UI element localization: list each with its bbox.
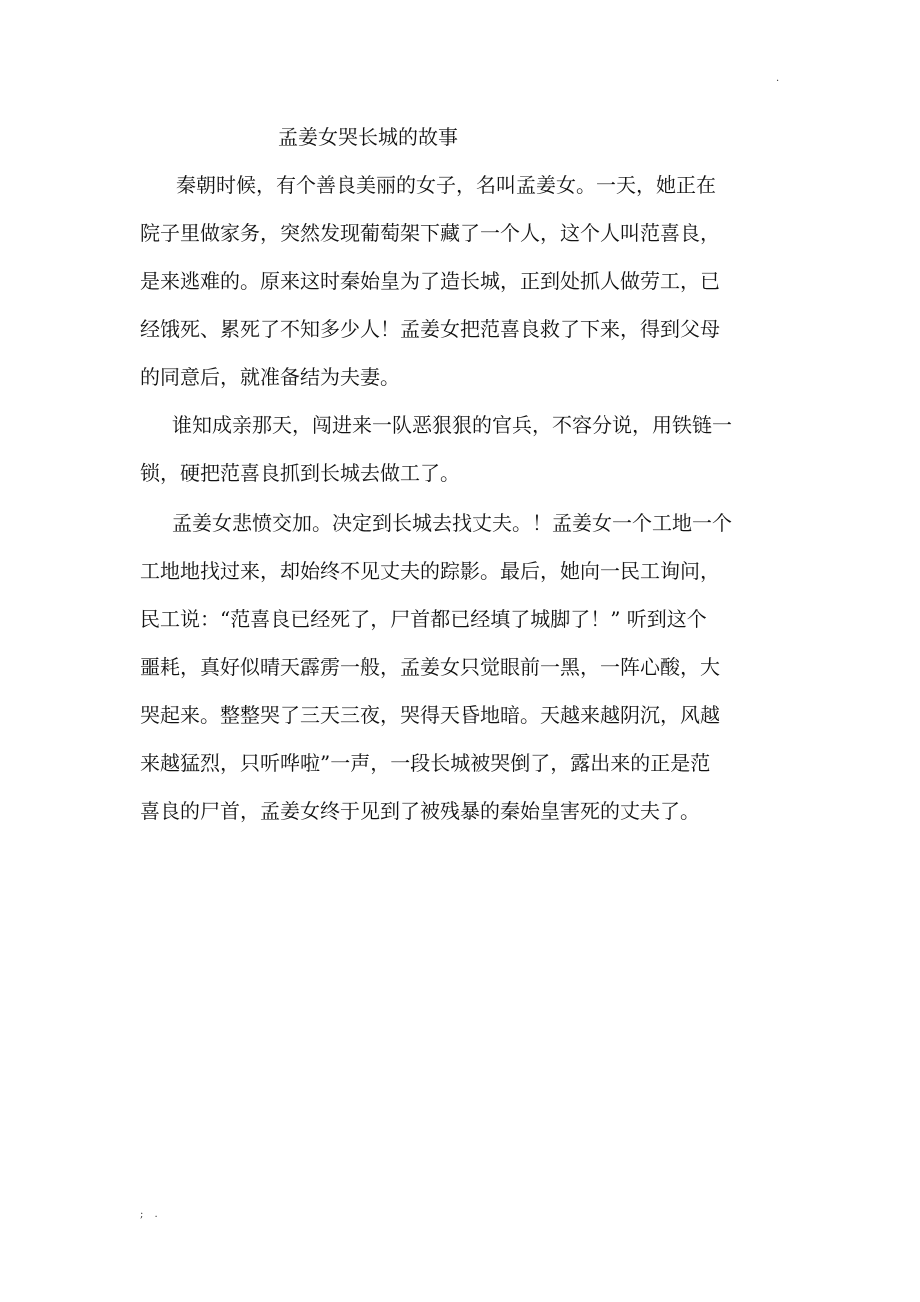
body-line: 锁，硬把范喜良抓到长城去做工了。 — [140, 461, 460, 485]
footer-mark: ; . — [140, 1209, 162, 1220]
page-title: 孟姜女哭长城的故事 — [278, 125, 458, 149]
body-line: 孟姜女悲愤交加。决定到长城去找丈夫。！孟姜女一个工地一个 — [172, 511, 732, 535]
body-line: 喜良的尸首，孟姜女终于见到了被残暴的秦始皇害死的丈夫了。 — [140, 799, 700, 823]
body-line: 来越猛烈，只听哗啦”一声，一段长城被哭倒了，露出来的正是范 — [140, 751, 711, 775]
body-line: 噩耗，真好似晴天霹雳一般，孟姜女只觉眼前一黑，一阵心酸，大 — [140, 655, 720, 679]
body-line: 工地地找过来，却始终不见丈夫的踪影。最后，她向一民工询问， — [140, 559, 720, 583]
body-line: 院子里做家务，突然发现葡萄架下藏了一个人，这个人叫范喜良， — [140, 221, 720, 245]
body-line: 民工说：“范喜良已经死了，尸首都已经填了城脚了！” 听到这个 — [140, 607, 707, 631]
body-line: 谁知成亲那天，闯进来一队恶狠狠的官兵，不容分说，用铁链一 — [172, 413, 732, 437]
body-line: 是来逃难的。原来这时秦始皇为了造长城，正到处抓人做劳工，已 — [140, 269, 720, 293]
body-line: 秦朝时候，有个善良美丽的女子，名叫孟姜女。一天，她正在 — [176, 173, 716, 197]
body-line: 的同意后，就准备结为夫妻。 — [140, 365, 400, 389]
header-mark: . — [776, 73, 780, 84]
body-line: 哭起来。整整哭了三天三夜，哭得天昏地暗。天越来越阴沉，风越 — [140, 703, 720, 727]
body-line: 经饿死、累死了不知多少人！孟姜女把范喜良救了下来，得到父母 — [140, 317, 720, 341]
